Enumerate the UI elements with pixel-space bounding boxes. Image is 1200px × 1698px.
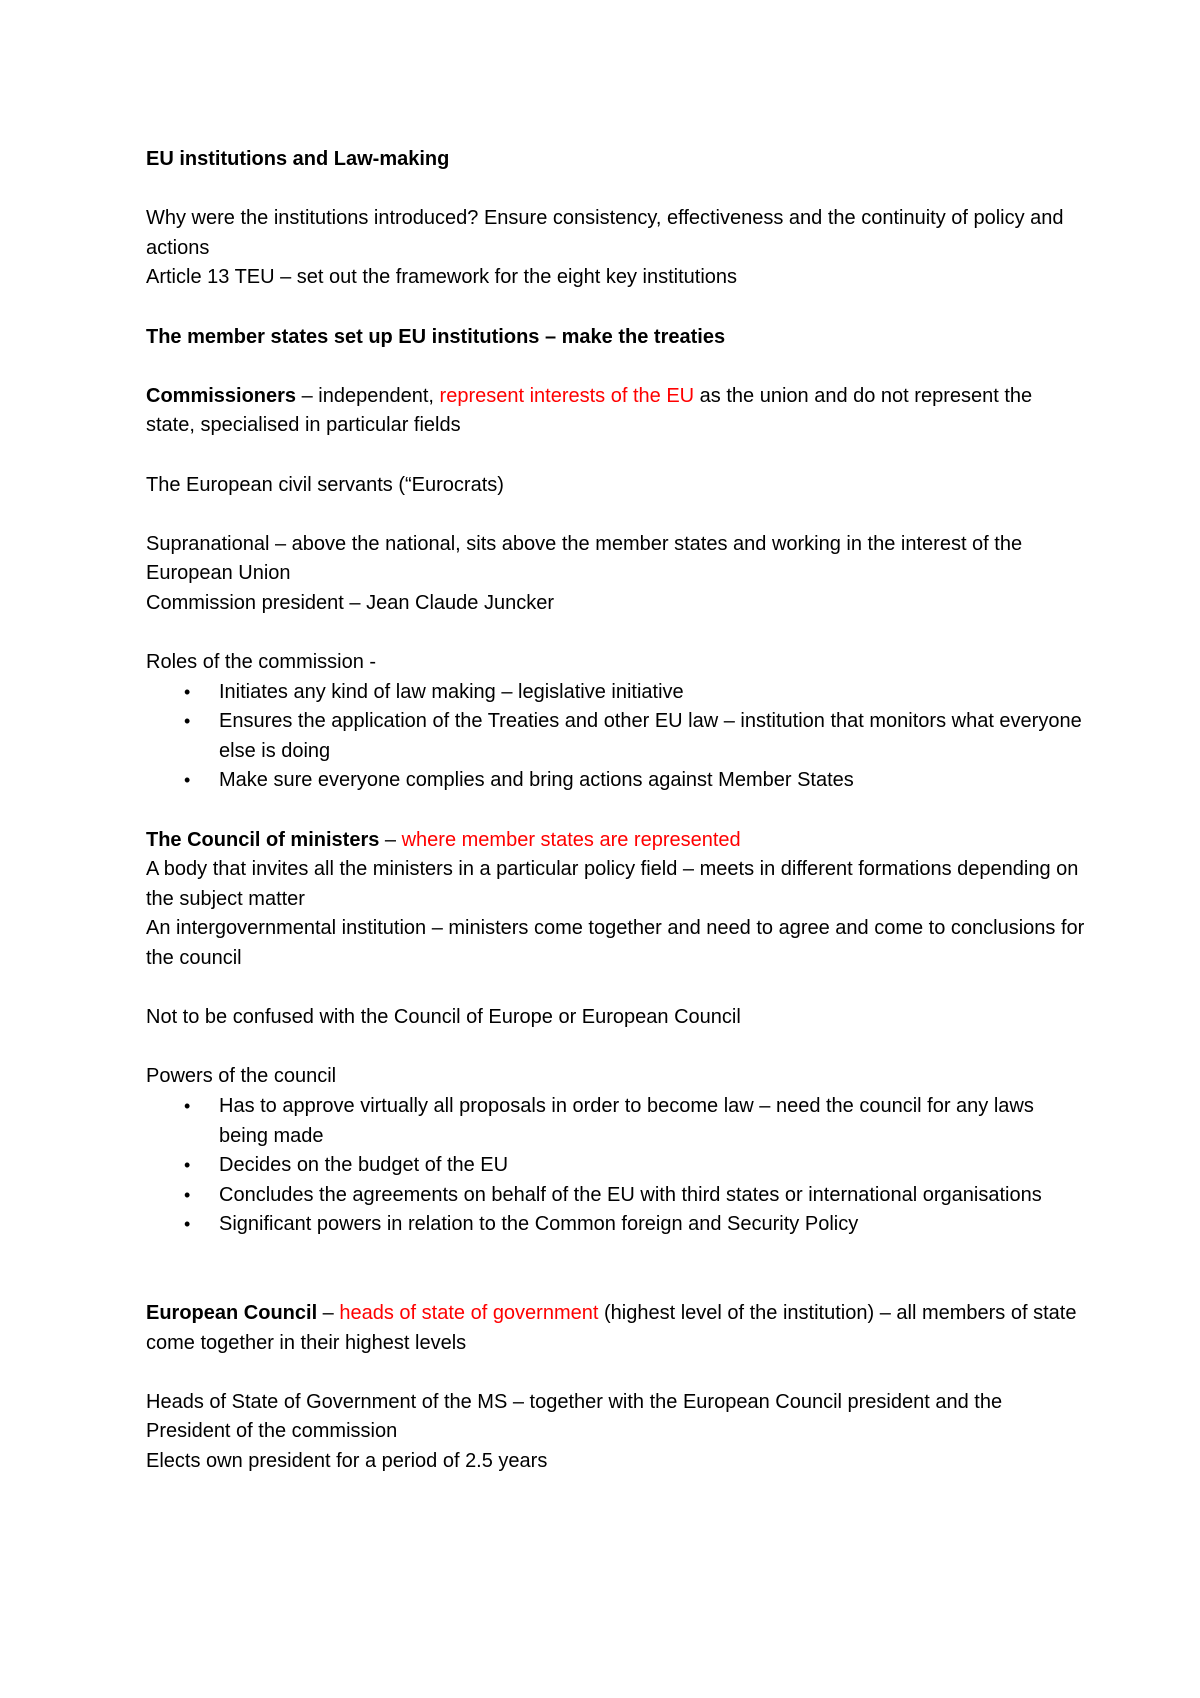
list-item — [146, 1151, 1086, 1181]
commissioners-separator: – independent, — [296, 384, 440, 407]
commissioners-term: Commissioners — [146, 384, 297, 407]
spacer — [146, 441, 1086, 471]
document-title: EU institutions and Law-making — [146, 148, 450, 170]
list-item-text: Concludes the agreements on behalf of the EU with third states or international organisations — [219, 1183, 1042, 1206]
spacer — [146, 796, 1086, 826]
supranational-paragraph: Supranational – above the national, sits above the member states and working in the interest of the European Union — [146, 532, 1023, 585]
commissioners-paragraph — [146, 382, 1086, 441]
spacer — [146, 352, 1086, 382]
member-states-heading: The member states set up EU institutions – make the treaties — [146, 325, 726, 348]
spacer — [146, 1240, 1086, 1299]
spacer — [146, 175, 1086, 205]
council-powers-heading: Powers of the council — [146, 1065, 337, 1088]
list-item — [146, 1210, 1086, 1240]
spacer — [146, 974, 1086, 1004]
not-confused-line: Not to be confused with the Council of Europe or European Council — [146, 1006, 741, 1029]
list-item — [146, 1092, 1086, 1151]
council-body-paragraph: A body that invites all the ministers in a particular policy field – meets in different formations depending on the subject matter — [146, 858, 1079, 910]
list-item — [146, 707, 1086, 766]
european-council-paragraph — [146, 1299, 1086, 1358]
commission-roles-list — [146, 678, 1086, 796]
commissioners-rest: as the union and do not represent the state, specialised in particular fields — [146, 384, 1033, 437]
bullet-icon: • — [184, 681, 191, 702]
spacer — [146, 293, 1086, 323]
council-powers-list — [146, 1092, 1086, 1240]
council-intergovernmental-paragraph: An intergovernmental institution – ministers come together and need to agree and come to conclusions for the council — [146, 917, 1085, 970]
commission-roles-heading: Roles of the commission - — [146, 651, 377, 674]
european-council-highlight: heads of state of government — [339, 1301, 599, 1324]
list-item-text: Decides on the budget of the EU — [219, 1154, 509, 1177]
bullet-icon: • — [184, 1184, 191, 1205]
list-item — [146, 766, 1086, 796]
spacer — [146, 1358, 1086, 1388]
bullet-icon: • — [184, 1214, 191, 1235]
bullet-icon: • — [184, 1155, 191, 1176]
list-item-text: Initiates any kind of law making – legislative initiative — [219, 680, 684, 703]
article-reference: Article 13 TEU – set out the framework for the eight key institutions — [146, 266, 738, 289]
elects-president-line: Elects own president for a period of 2.5 years — [146, 1449, 548, 1472]
document-page — [146, 145, 1086, 1477]
list-item-text: Ensures the application of the Treaties and other EU law – institution that monitors what everyone else is doing — [219, 710, 1082, 762]
commission-president-line: Commission president – Jean Claude Juncker — [146, 591, 554, 614]
list-item — [146, 678, 1086, 708]
council-of-ministers-heading — [146, 826, 1086, 856]
spacer — [146, 619, 1086, 649]
council-of-ministers-term: The Council of ministers — [146, 828, 380, 851]
intro-question: Why were the institutions introduced? Ensure consistency, effectiveness and the continuity of policy and actions — [146, 207, 1064, 259]
list-item — [146, 1181, 1086, 1211]
european-council-separator: – — [317, 1301, 340, 1324]
commissioners-highlight: represent interests of the EU — [439, 384, 695, 407]
list-item-text: Has to approve virtually all proposals in order to become law – need the council for any laws being made — [219, 1095, 1034, 1147]
european-council-term: European Council — [146, 1301, 318, 1324]
bullet-icon: • — [184, 711, 191, 732]
heads-of-state-paragraph: Heads of State of Government of the MS – together with the European Council president and the President of the commission — [146, 1390, 1003, 1443]
council-of-ministers-highlight: where member states are represented — [401, 828, 741, 851]
spacer — [146, 1033, 1086, 1063]
bullet-icon: • — [184, 770, 191, 791]
spacer — [146, 500, 1086, 530]
list-item-text: Significant powers in relation to the Common foreign and Security Policy — [219, 1213, 859, 1236]
bullet-icon: • — [184, 1096, 191, 1116]
european-council-rest: (highest level of the institution) – all members of state come together in their highest levels — [146, 1301, 1077, 1354]
list-item-text: Make sure everyone complies and bring actions against Member States — [219, 769, 854, 792]
civil-servants-line: The European civil servants (“Eurocrats) — [146, 473, 504, 496]
council-of-ministers-separator: – — [379, 828, 402, 851]
